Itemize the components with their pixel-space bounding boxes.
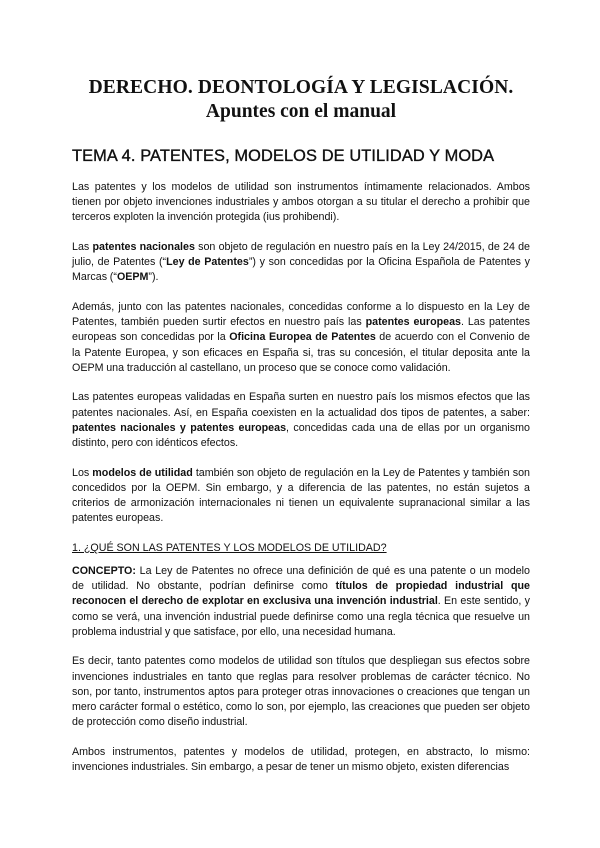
section-heading: 1. ¿QUÉ SON LAS PATENTES Y LOS MODELOS DE UTILIDAD? [72, 541, 387, 554]
intro-paragraphs [72, 180, 530, 526]
paragraph [72, 564, 530, 640]
text-run: Los [72, 466, 93, 479]
bold-text: patentes europeas [365, 316, 461, 329]
bold-text: modelos de utilidad [92, 466, 193, 479]
paragraph [72, 390, 530, 451]
paragraph [72, 466, 530, 527]
bold-text: CONCEPTO: [72, 565, 136, 578]
paragraph [72, 300, 530, 376]
paragraph [72, 180, 530, 226]
bold-text: títulos de propiedad industrial que reconocen el derecho de explotar en exclusiva una invención industrial [72, 580, 530, 608]
text-run: , concedidas cada una de ellas por un organismo distinto, pero con idénticos efectos. [72, 421, 530, 450]
bold-text: patentes nacionales y patentes europeas [72, 421, 287, 434]
bold-text: Ley de Patentes [166, 256, 249, 269]
text-run: Las patentes y los modelos de utilidad son instrumentos íntimamente relacionados. Ambos tienen por objeto invenciones industriales y ambos otorgan a su titular el derecho a prohibir que terceros exploten la invención protegida (ius prohibendi). [72, 181, 530, 224]
text-run: . En este sentido, y como se verá, una invención industrial puede definirse como una regla técnica que resuelve un problema industrial y que satisface, por ello, una necesidad humana. [72, 595, 530, 638]
text-run: Las patentes europeas validadas en España surten en nuestro país los mismos efectos que las patentes nacionales. Así, en España coexisten en la actualidad dos tipos de patentes, a saber: [72, 391, 530, 419]
text-run: ”). [148, 271, 159, 284]
paragraph [72, 654, 530, 730]
text-run: también son objeto de regulación en la Ley de Patentes y también son concedidos por la OEPM. Sin embargo, y a diferencia de las patentes, no están sujetos a criterios de armonización internacionales ni tienen un equivalente supranacional similar a las patentes europeas. [72, 466, 530, 525]
paragraph [72, 745, 530, 775]
text-run: . Las patentes europeas son concedidas por la [72, 316, 530, 344]
text-run: son objeto de regulación en nuestro país en la Ley 24/2015, de 24 de julio, de Patentes (“ [72, 241, 530, 269]
text-run: Ambos instrumentos, patentes y modelos de utilidad, protegen, en abstracto, lo mismo: invenciones industriales. Sin embargo, a pesar de tener un mismo objeto, existen diferencias [72, 745, 530, 774]
text-run: La Ley de Patentes no ofrece una definición de qué es una patente o un modelo de utilidad. No obstante, podrían definirse como [72, 565, 530, 593]
topic-heading: TEMA 4. PATENTES, MODELOS DE UTILIDAD Y MODA [72, 147, 495, 165]
bold-text: Oficina Europea de Patentes [229, 331, 376, 344]
text-run: Además, junto con las patentes nacionales, concedidas conforme a lo dispuesto en la Ley de Patentes, también pueden surtir efectos en nuestro país las [72, 301, 530, 329]
paragraph [72, 240, 530, 286]
text-run: Es decir, tanto patentes como modelos de utilidad son títulos que despliegan sus efectos sobre invenciones industriales en tanto que reglas para resolver problemas de carácter técnico. No son, por tanto, instrumentos aptos para proteger otras innovaciones o creaciones que tengan un mero carácter formal o estético, como lo son, por ejemplo, las creaciones que pueden ser objeto de protección como diseño industrial. [72, 655, 530, 729]
document-subtitle: Apuntes con el manual [205, 101, 397, 122]
text-run: Las [72, 241, 93, 253]
bold-text: patentes nacionales [92, 241, 195, 253]
bold-text: OEPM [116, 271, 149, 284]
text-run: ”) y son concedidas por la Oficina Española de Patentes y Marcas (“ [72, 256, 531, 284]
document-title: DERECHO. DEONTOLOGÍA Y LEGISLACIÓN. [88, 77, 514, 98]
section-paragraphs [72, 564, 530, 775]
text-run: de acuerdo con el Convenio de la Patente Europea, y son eficaces en España si, tras su concesión, el titular deposita ante la OEPM una traducción al castellano, un proceso que se conoce como validación. [72, 331, 530, 374]
